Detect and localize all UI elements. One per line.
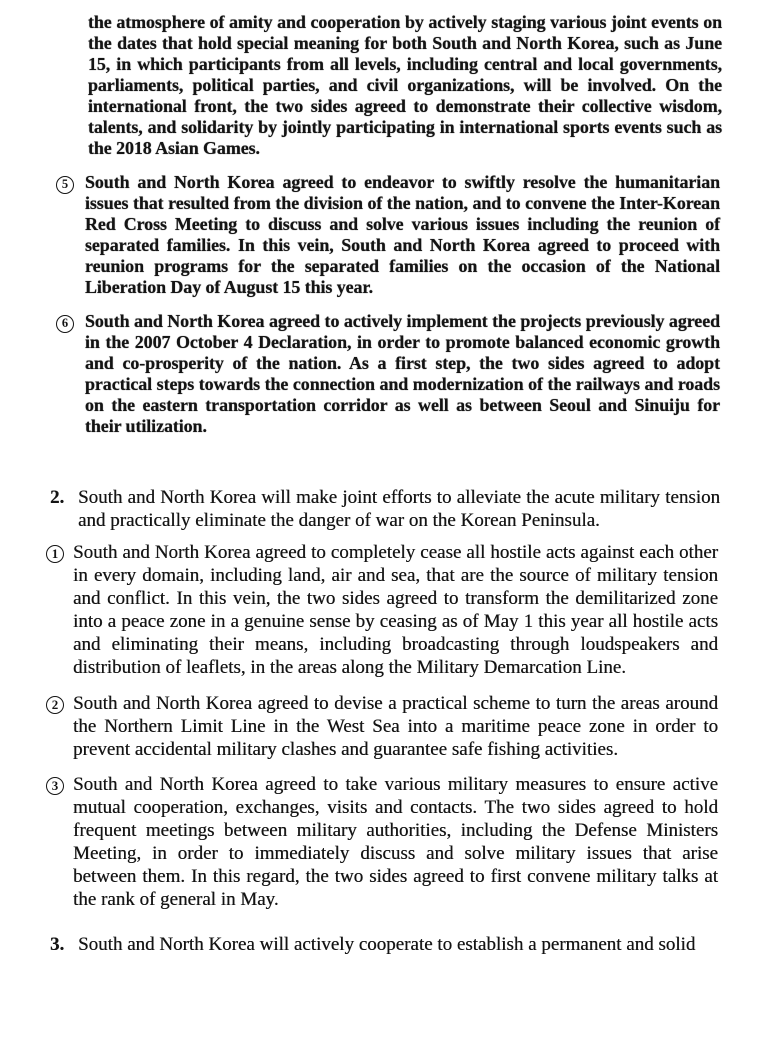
- clause-item-6: [56, 311, 720, 437]
- circled-number-1: 1: [46, 545, 64, 563]
- clause-text: South and North Korea agreed to devise a practical scheme to turn the areas around the Northern Limit Line in the West Sea into a maritime peace zone in order to prevent accidental military clashes and guarantee safe fishing activities.: [73, 693, 718, 760]
- clause-marker: [56, 311, 85, 333]
- clause-text: South and North Korea agreed to endeavor to swiftly resolve the humanitarian issues that resulted from the division of the nation, and to convene the Inter-Korean Red Cross Meeting to discuss and solve various issues including the reunion of separated families. In this vein, South and North Korea agreed to proceed with reunion programs for the separated families on the occasion of the National Liberation Day of August 15 this year.: [85, 172, 720, 297]
- circled-number-6: 6: [56, 315, 74, 333]
- article-number: 3.: [50, 934, 65, 955]
- article-3-item: [50, 933, 720, 956]
- clause-item-2: [46, 692, 718, 761]
- clause-item-3: [46, 773, 718, 911]
- article-number: 2.: [50, 487, 65, 508]
- article-2-item: [50, 486, 720, 532]
- clause-item-1: [46, 541, 718, 679]
- clause-text: South and North Korea agreed to take various military measures to ensure active mutual cooperation, exchanges, visits and contacts. The two sides agreed to hold frequent meetings between military authorities, including the Defense Ministers Meeting, in order to immediately discuss and solve military issues that arise between them. In this regard, the two sides agreed to first convene military talks at the rank of general in May.: [73, 774, 718, 910]
- article-text: South and North Korea will actively cooperate to establish a permanent and solid: [78, 934, 696, 955]
- clause-text: South and North Korea agreed to actively implement the projects previously agreed in the 2007 October 4 Declaration, in order to promote balanced economic growth and co-prosperity of the nation. As a first step, the two sides agreed to adopt practical steps towards the connection and modernization of the railways and roads on the eastern transportation corridor as well as between Seoul and Sinuiju for their utilization.: [85, 311, 720, 436]
- clause-marker: [56, 172, 85, 194]
- clause-marker: [46, 692, 73, 715]
- circled-number-5: 5: [56, 176, 74, 194]
- article-text: South and North Korea will make joint efforts to alleviate the acute military tension and practically eliminate the danger of war on the Korean Peninsula.: [78, 487, 720, 531]
- clause-text: South and North Korea agreed to completely cease all hostile acts against each other in every domain, including land, air and sea, that are the source of military tension and conflict. In this vein, the two sides agreed to transform the demilitarized zone into a peace zone in a genuine sense by ceasing as of May 1 this year all hostile acts and eliminating their means, including broadcasting through loudspeakers and distribution of leaflets, in the areas along the Military Demarcation Line.: [73, 542, 718, 678]
- clause-marker: [46, 541, 73, 564]
- clause-marker: [46, 773, 73, 796]
- clause-item-5: [56, 172, 720, 298]
- paragraph-continuation: [88, 12, 722, 159]
- circled-number-2: 2: [46, 696, 64, 714]
- paragraph-text: the atmosphere of amity and cooperation by actively staging various joint events on the dates that hold special meaning for both South and North Korea, such as June 15, in which participants from all levels, including central and local governments, parliaments, political parties, and civil organizations, will be involved. On the international front, the two sides agreed to demonstrate their collective wisdom, talents, and solidarity by jointly participating in international sports events such as the 2018 Asian Games.: [88, 12, 722, 158]
- circled-number-3: 3: [46, 777, 64, 795]
